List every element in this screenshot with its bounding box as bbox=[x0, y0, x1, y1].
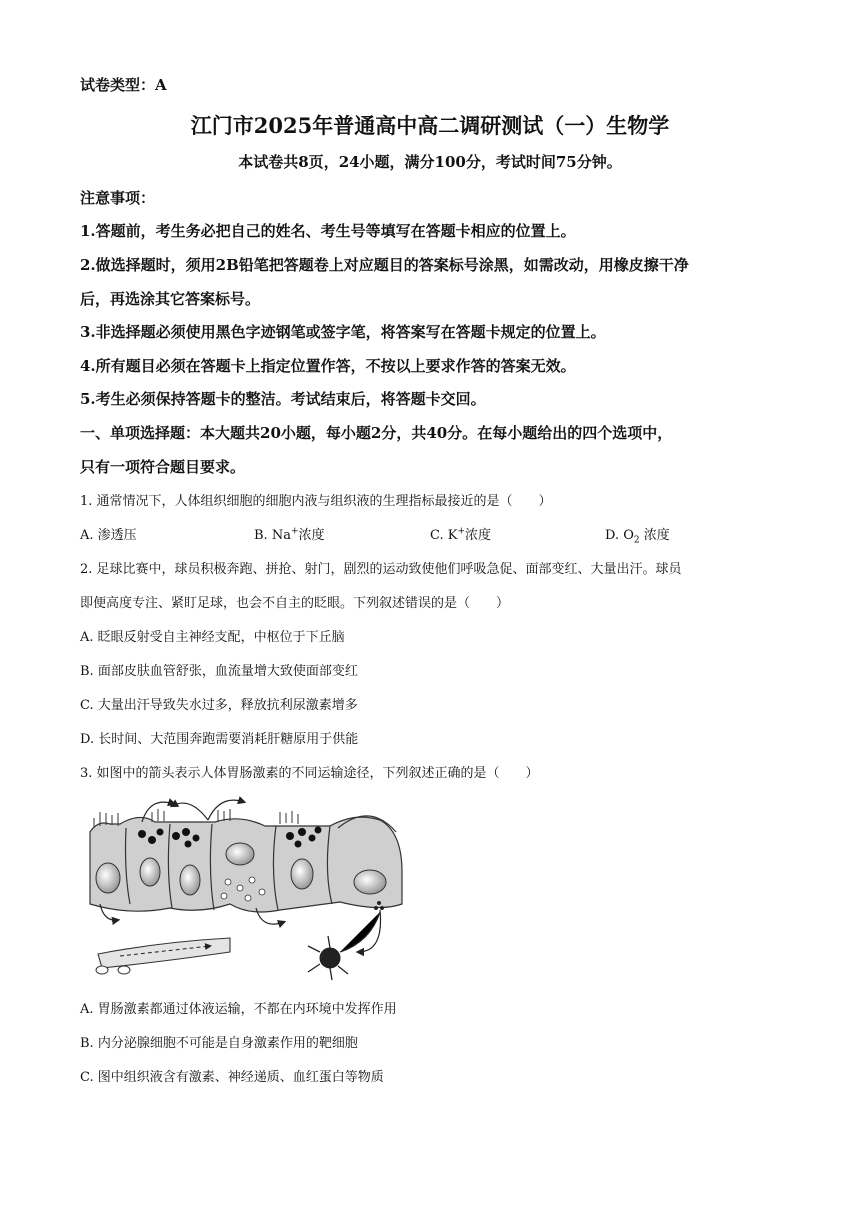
blood-vessel bbox=[98, 938, 230, 968]
secretion-arrow-left-2 bbox=[172, 803, 208, 820]
secretion-arrow-right bbox=[208, 800, 244, 820]
q3-stem: 3. 如图中的箭头表示人体胃肠激素的不同运输途径，下列叙述正确的是（ ） bbox=[80, 766, 539, 781]
notice-item-1: 1.答题前，考生务必把自己的姓名、考生号等填写在答题卡相应的位置上。 bbox=[80, 222, 576, 240]
q2-option-b: B. 面部皮肤血管舒张，血流量增大致使面部变红 bbox=[80, 664, 358, 679]
q1-option-a: A. 渗透压 bbox=[80, 528, 137, 543]
section-heading-cont: 只有一项符合题目要求。 bbox=[80, 458, 246, 476]
notice-item-5: 5.考生必须保持答题卡的整洁。考试结束后，将答题卡交回。 bbox=[80, 390, 486, 408]
notice-heading: 注意事项： bbox=[80, 189, 156, 207]
q1-stem: 1. 通常情况下，人体组织细胞的细胞内液与组织液的生理指标最接近的是（ ） bbox=[80, 494, 552, 509]
neuron-body bbox=[320, 948, 340, 968]
notice-item-4: 4.所有题目必须在答题卡上指定位置作答，不按以上要求作答的答案无效。 bbox=[80, 357, 576, 375]
q2-option-d: D. 长时间、大范围奔跑需要消耗肝糖原用于供能 bbox=[80, 732, 359, 747]
notice-item-2-cont: 后，再选涂其它答案标号。 bbox=[80, 290, 261, 308]
q1-option-b: B. Na+浓度 bbox=[254, 526, 325, 543]
exam-title: 江门市2025年普通高中高二调研测试（一）生物学 bbox=[190, 113, 670, 138]
q2-option-c: C. 大量出汗导致失水过多，释放抗利尿激素增多 bbox=[80, 698, 358, 713]
q2-option-a: A. 眨眼反射受自主神经支配，中枢位于下丘脑 bbox=[80, 630, 345, 645]
notice-item-3: 3.非选择题必须使用黑色字迹钢笔或签字笔，将答案写在答题卡规定的位置上。 bbox=[80, 323, 606, 341]
q1-option-d: D. $O_2$ 浓度 bbox=[605, 528, 670, 546]
q2-stem-line1: 2. 足球比赛中，球员积极奔跑、拼抢、射门，剧烈的运动致使他们呼吸急促、面部变红、大量出汗。球员 bbox=[80, 562, 682, 577]
paper-type: 试卷类型：A bbox=[80, 76, 167, 94]
neuron-dendrites bbox=[308, 912, 380, 980]
q3-option-c: C. 图中组织液含有激素、神经递质、血红蛋白等物质 bbox=[80, 1070, 384, 1085]
q1-option-c: C. K+浓度 bbox=[430, 526, 492, 543]
gastro-hormone-diagram bbox=[80, 792, 420, 988]
exam-subtitle: 本试卷共8页，24小题，满分100分，考试时间75分钟。 bbox=[238, 153, 622, 171]
notice-item-2: 2.做选择题时，须用2B铅笔把答题卷上对应题目的答案标号涂黑，如需改动，用橡皮擦干净 bbox=[80, 256, 689, 274]
q3-option-b: B. 内分泌腺细胞不可能是自身激素作用的靶细胞 bbox=[80, 1036, 358, 1051]
section-heading: 一、单项选择题：本大题共20小题，每小题2分，共40分。在每小题给出的四个选项中， bbox=[80, 424, 673, 442]
q3-option-a: A. 胃肠激素都通过体液运输，不都在内环境中发挥作用 bbox=[80, 1002, 397, 1017]
q2-stem-line2: 即便高度专注、紧盯足球，也会不自主的眨眼。下列叙述错误的是（ ） bbox=[80, 596, 510, 611]
